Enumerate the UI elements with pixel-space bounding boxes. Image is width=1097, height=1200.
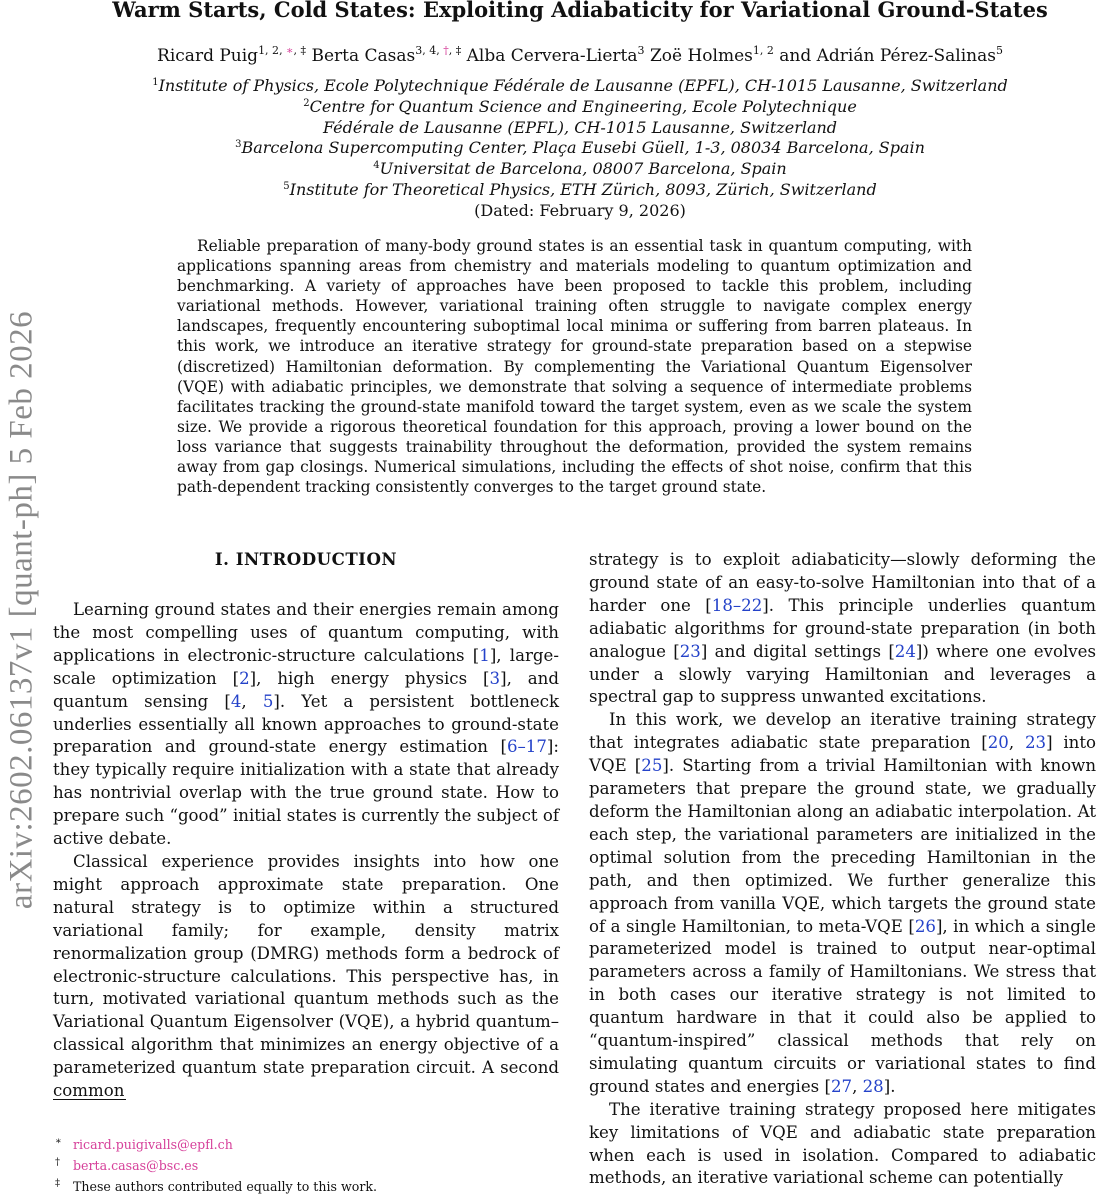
citation-link[interactable]: 23	[679, 641, 701, 661]
citation-link[interactable]: 4	[230, 691, 242, 711]
footnote-email-link[interactable]: ricard.puigivalls@epfl.ch	[73, 1137, 233, 1152]
citation-link[interactable]: 1	[479, 645, 490, 665]
abstract: Reliable preparation of many-body ground states is an essential task in quantum computing, with applications spanning areas from chemistry and materials modeling to quantum optimization and benchmarking. A variety of approaches have been proposed to tackle this problem, including variational methods. However, variational training often struggle to navigate complex energy landscapes, frequently encountering suboptimal local minima or suffering from barren plateaus. In this work, we introduce an iterative strategy for ground-state preparation based on a stepwise (discretized) Hamiltonian deformation. By complementing the Variational Quantum Eigensolver (VQE) with adiabatic principles, we demonstrate that solving a sequence of intermediate problems facilitates tracking the ground-state manifold toward the target system, even as we scale the system size. We provide a rigorous theoretical foundation for this approach, proving a lower bound on the loss variance that suggests trainability throughout the deformation, provided the system remains away from gap closings. Numerical simulations, including the effects of shot noise, confirm that this path-dependent tracking consistently converges to the target ground state.	[177, 237, 972, 497]
citation-link[interactable]: 23	[1024, 733, 1047, 753]
author-affiliation-marks: 5	[995, 44, 1003, 57]
footnote-symbol: †	[55, 1157, 60, 1168]
author	[467, 46, 645, 66]
affiliation	[60, 97, 1097, 118]
affiliation	[60, 118, 1097, 139]
affiliation	[60, 159, 1097, 180]
author-name: and Adrián Pérez-Salinas	[779, 46, 996, 66]
affiliation-text: Barcelona Supercomputing Center, Plaça Eusebi Güell, 1-3, 08034 Barcelona, Spain	[241, 138, 925, 158]
paper-title: Warm Starts, Cold States: Exploiting Adiabaticity for Variational Ground-States	[112, 0, 1048, 22]
citation-link[interactable]: 5	[262, 691, 274, 711]
affiliation	[60, 138, 1097, 159]
affiliation-number: 2	[303, 97, 310, 109]
paragraph: The iterative training strategy proposed here mitigates key limitations of VQE and adiabatic state preparation when each is used in isolation. Compared to adiabatic methods, an iterative variational scheme can potentially	[589, 1099, 1096, 1188]
author	[650, 46, 774, 66]
citation-link[interactable]: 28	[862, 1076, 884, 1096]
arxiv-id: arXiv:2602.06137v1 [quant-ph] 5 Feb 2026	[3, 310, 40, 910]
paragraph: Classical experience provides insights into how one might approach approximate state preparation. One natural strategy is to optimize within a structured variational family; for example, density matrix renormalization group (DMRG) methods form a bedrock of electronic-structure calculations. This perspective has, in turn, motivated variational quantum methods such as the Variational Quantum Eigensolver (VQE), a hybrid quantum–classical algorithm that minimizes an energy objective of a parameterized quantum state preparation circuit. A second common	[53, 851, 559, 1101]
affiliation-text: Institute of Physics, Ecole Polytechnique Fédérale de Lausanne (EPFL), CH-1015 Lausanne, Switzerland	[158, 76, 1008, 95]
arxiv-sidebar-stamp	[2, 230, 42, 990]
citation-link[interactable]: 6–17	[506, 737, 547, 757]
author-footnote-link[interactable]: †	[439, 44, 449, 57]
affiliation-text: Universitat de Barcelona, 08007 Barcelona, Spain	[379, 159, 787, 179]
citation-link[interactable]: 20	[987, 733, 1009, 753]
citation-link[interactable]: 25	[641, 756, 663, 776]
affiliation-text: Fédérale de Lausanne (EPFL), CH-1015 Lausanne, Switzerland	[322, 117, 838, 137]
dated-line: (Dated: February 9, 2026)	[474, 200, 686, 220]
author-affiliation-marks: 1, 2	[752, 44, 774, 57]
author-name: Ricard Puig	[157, 46, 259, 66]
footnote-text: These authors contributed equally to this work.	[73, 1179, 377, 1194]
author-footnote-link[interactable]: ∗	[282, 44, 294, 57]
right-column-body	[589, 549, 1096, 1190]
citation-link[interactable]: 24	[894, 641, 916, 661]
author	[311, 46, 461, 66]
author-name: Alba Cervera-Lierta	[466, 46, 638, 66]
footnote	[53, 1155, 559, 1176]
footnote-list	[53, 1134, 559, 1197]
citation-link[interactable]: 2	[239, 668, 250, 688]
affiliation-list	[60, 76, 1097, 222]
affiliation-number: 4	[373, 160, 380, 172]
affiliation-text: Centre for Quantum Science and Engineering, Ecole Polytechnique	[309, 96, 857, 116]
author-affiliation-marks: 3, 4, †, ‡	[415, 44, 462, 57]
footnote	[53, 1176, 559, 1197]
citation-link[interactable]: 3	[489, 668, 501, 688]
paragraph: In this work, we develop an iterative training strategy that integrates adiabatic state preparation [20, 23] into VQE [25]. Starting from a trivial Hamiltonian with known parameters that prepare the ground state, we gradually deform the Hamiltonian along an adiabatic interpolation. At each step, the variational parameters are initialized in the optimal solution from the preceding Hamiltonian in the path, and then optimized. We further generalize this approach from vanilla VQE, which targets the ground state of a single Hamiltonian, to meta-VQE [26], in which a single parameterized model is trained to output near-optimal parameters across a family of Hamiltonians. We stress that in both cases our iterative strategy is not limited to quantum hardware in that it could also be applied to “quantum-inspired” classical methods that rely on simulating quantum circuits or variational states to find ground states and energies [27, 28].	[589, 710, 1097, 1096]
affiliation-text: Institute for Theoretical Physics, ETH Zürich, 8093, Zürich, Switzerland	[289, 179, 877, 199]
paragraph: Learning ground states and their energies remain among the most compelling uses of quantum computing, with applications in electronic-structure calculations [1], large-scale optimization [2], high energy physics [3], and quantum sensing [4, 5]. Yet a persistent bottleneck underlies essentially all known approaches to ground-state preparation and ground-state energy estimation [6–17]: they typically require initialization with a state that already has nontrivial overlap with the true ground state. How to prepare such “good” initial states is currently the subject of active debate.	[53, 600, 559, 849]
author-name: Zoë Holmes	[649, 46, 753, 66]
footnote	[53, 1134, 559, 1155]
footnote-email-link[interactable]: berta.casas@bsc.es	[73, 1158, 199, 1173]
author-name: Berta Casas	[311, 46, 416, 66]
paragraph: strategy is to exploit adiabaticity—slowly deforming the ground state of an easy-to-solve Hamiltonian into that of a harder one [18–22]. This principle underlies quantum adiabatic algorithms for ground-state preparation (in both analogue [23] and digital settings [24]) where one evolves under a slowly varying Hamiltonian and leverages a spectral gap to suppress unwanted excitations.	[589, 550, 1096, 707]
left-column-body	[53, 599, 559, 1103]
section-heading-introduction: I. INTRODUCTION	[214, 549, 398, 569]
author	[779, 46, 1003, 66]
citation-link[interactable]: 18–22	[711, 595, 763, 615]
footnote-symbol: ∗	[55, 1136, 62, 1147]
citation-link[interactable]: 26	[914, 916, 936, 936]
citation-link[interactable]: 27	[830, 1076, 853, 1096]
affiliation-number: 5	[283, 180, 290, 192]
affiliation-number: 1	[152, 77, 159, 88]
author-affiliation-marks: 3	[637, 44, 645, 57]
footnote-rule	[53, 1099, 126, 1100]
affiliation	[60, 76, 1097, 97]
author	[157, 46, 306, 66]
footnote-symbol: ‡	[55, 1178, 60, 1189]
affiliation-number: 3	[235, 139, 242, 151]
author-affiliation-marks: 1, 2, ∗, ‡	[258, 44, 307, 57]
affiliation	[60, 180, 1097, 201]
author-list	[60, 45, 1097, 67]
